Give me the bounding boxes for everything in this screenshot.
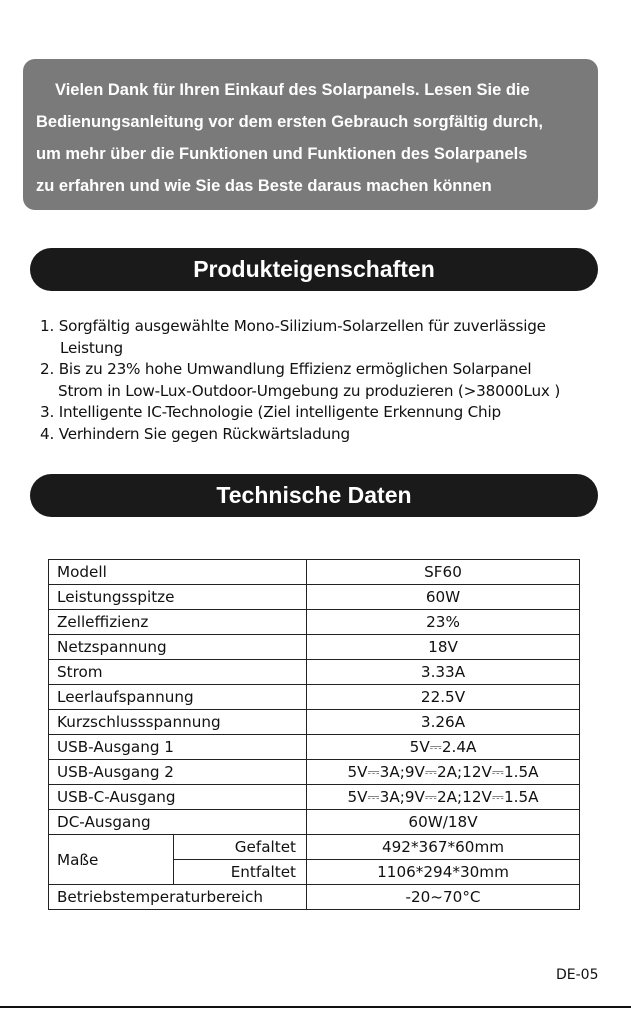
table-row <box>49 810 580 835</box>
spec-label: Zelleffizienz <box>49 610 307 635</box>
table-row <box>49 685 580 710</box>
spec-table <box>48 559 580 910</box>
intro-box <box>23 59 598 210</box>
table-row <box>49 635 580 660</box>
spec-value: 18V <box>307 635 580 660</box>
spec-value: 5V⎓2.4A <box>307 735 580 760</box>
section-title-features: Produkteigenschaften <box>30 248 598 291</box>
feature-item-continuation: Leistung <box>60 338 123 357</box>
table-row <box>49 610 580 635</box>
spec-label: USB-Ausgang 1 <box>49 735 307 760</box>
spec-label: Strom <box>49 660 307 685</box>
unfolded-label: Entfaltet <box>174 860 307 885</box>
intro-line: Bedienungsanleitung vor dem ersten Gebrauch sorgfältig durch, <box>36 113 543 131</box>
spec-label: DC-Ausgang <box>49 810 307 835</box>
spec-value: 5V⎓3A;9V⎓2A;12V⎓1.5A <box>307 760 580 785</box>
spec-label: Modell <box>49 560 307 585</box>
spec-label: Netzspannung <box>49 635 307 660</box>
table-row <box>49 560 580 585</box>
spec-label: USB-Ausgang 2 <box>49 760 307 785</box>
table-row <box>49 835 580 860</box>
table-row <box>49 660 580 685</box>
bottom-rule <box>0 1006 631 1008</box>
table-row <box>49 785 580 810</box>
page-number: DE-05 <box>556 967 599 983</box>
spec-value: 3.33A <box>307 660 580 685</box>
folded-label: Gefaltet <box>174 835 307 860</box>
table-row <box>49 735 580 760</box>
section-title-specs: Technische Daten <box>30 474 598 517</box>
feature-item: 2. Bis zu 23% hohe Umwandlung Effizienz ermöglichen Solarpanel <box>40 360 532 378</box>
folded-value: 492*367*60mm <box>307 835 580 860</box>
table-row <box>49 885 580 910</box>
feature-list <box>40 316 610 445</box>
feature-item: 1. Sorgfältig ausgewählte Mono-Silizium-Solarzellen für zuverlässige <box>40 317 546 335</box>
spec-value: 22.5V <box>307 685 580 710</box>
spec-value: -20~70°C <box>307 885 580 910</box>
spec-value: 60W/18V <box>307 810 580 835</box>
table-row <box>49 760 580 785</box>
intro-line: Vielen Dank für Ihren Einkauf des Solarpanels. Lesen Sie die <box>55 81 530 99</box>
unfolded-value: 1106*294*30mm <box>307 860 580 885</box>
spec-label: Kurzschlussspannung <box>49 710 307 735</box>
spec-value: 3.26A <box>307 710 580 735</box>
spec-label: Leistungsspitze <box>49 585 307 610</box>
table-row <box>49 585 580 610</box>
feature-item: 4. Verhindern Sie gegen Rückwärtsladung <box>40 424 350 443</box>
spec-value: 5V⎓3A;9V⎓2A;12V⎓1.5A <box>307 785 580 810</box>
spec-label: Leerlaufspannung <box>49 685 307 710</box>
spec-value: SF60 <box>307 560 580 585</box>
table-row <box>49 710 580 735</box>
intro-line: um mehr über die Funktionen und Funktionen des Solarpanels <box>36 145 528 163</box>
spec-label: USB-C-Ausgang <box>49 785 307 810</box>
feature-item-continuation: Strom in Low-Lux-Outdoor-Umgebung zu produzieren (>38000Lux ) <box>58 381 561 400</box>
dimensions-label: Maße <box>49 835 174 885</box>
spec-label: Betriebstemperaturbereich <box>49 885 307 910</box>
spec-value: 60W <box>307 585 580 610</box>
intro-line: zu erfahren und wie Sie das Beste daraus machen können <box>36 177 492 195</box>
spec-value: 23% <box>307 610 580 635</box>
feature-item: 3. Intelligente IC-Technologie (Ziel intelligente Erkennung Chip <box>40 403 501 421</box>
